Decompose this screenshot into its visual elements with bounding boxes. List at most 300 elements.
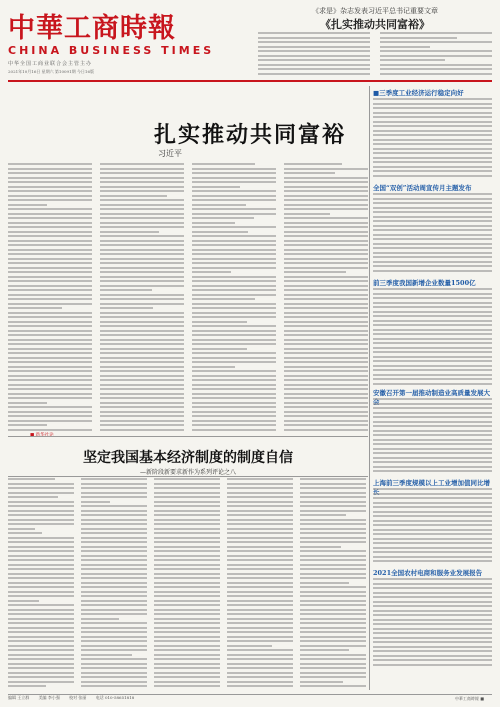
text-line xyxy=(192,384,276,386)
text-line xyxy=(373,152,492,154)
text-line xyxy=(373,256,492,258)
text-line xyxy=(373,470,492,472)
text-line xyxy=(227,568,293,570)
text-line xyxy=(192,226,276,228)
text-line xyxy=(300,496,366,498)
text-line xyxy=(373,157,492,159)
text-line xyxy=(154,604,220,606)
text-line xyxy=(100,420,184,422)
text-line xyxy=(192,253,276,255)
text-line xyxy=(154,537,220,539)
text-line xyxy=(284,267,368,269)
text-line xyxy=(227,564,293,566)
text-line xyxy=(380,73,492,75)
text-line xyxy=(284,213,330,215)
text-line xyxy=(81,600,147,602)
text-line xyxy=(373,457,492,459)
text-line xyxy=(81,568,147,570)
text-line xyxy=(192,361,276,363)
text-line xyxy=(100,375,184,377)
text-line xyxy=(284,402,368,404)
text-line xyxy=(300,631,366,633)
text-line xyxy=(227,577,293,579)
lede-title: 《求是》杂志发表习近平总书记重要文章 xyxy=(312,7,438,15)
text-line xyxy=(192,388,276,390)
lede-announcement xyxy=(258,6,492,76)
sidebar-news xyxy=(373,88,492,668)
text-line xyxy=(300,568,366,570)
divider-line xyxy=(8,476,368,477)
text-line xyxy=(373,139,492,141)
footer-page-label: 中華工商時報 ■ xyxy=(454,696,484,701)
text-line xyxy=(300,528,366,530)
text-line xyxy=(300,681,343,683)
text-line xyxy=(154,600,220,602)
text-line xyxy=(100,267,184,269)
text-line xyxy=(100,312,184,314)
text-line xyxy=(284,285,368,287)
text-line xyxy=(227,555,293,557)
text-line xyxy=(81,559,147,561)
text-line xyxy=(192,375,276,377)
text-line xyxy=(154,595,220,597)
text-line xyxy=(373,320,492,322)
text-line xyxy=(373,315,492,317)
text-line xyxy=(154,510,220,512)
text-line xyxy=(192,420,276,422)
text-line xyxy=(8,330,92,332)
text-line xyxy=(8,685,46,687)
text-line xyxy=(373,207,492,209)
text-line xyxy=(8,271,92,273)
text-line xyxy=(100,397,184,399)
text-line xyxy=(227,681,293,683)
text-line xyxy=(300,600,366,602)
text-line xyxy=(227,663,293,665)
text-line xyxy=(373,655,492,657)
text-line xyxy=(300,613,366,615)
text-line xyxy=(373,416,492,418)
text-line xyxy=(227,532,293,534)
masthead-tagline: 中华全国工商业联合会主管主办 xyxy=(8,61,93,67)
text-line xyxy=(192,222,235,224)
text-line xyxy=(8,375,92,377)
text-line xyxy=(284,334,368,336)
text-line xyxy=(373,338,492,340)
text-line xyxy=(373,270,492,272)
text-line xyxy=(8,253,92,255)
text-line xyxy=(81,685,147,687)
text-line xyxy=(8,213,92,215)
text-line xyxy=(154,645,220,647)
text-line xyxy=(8,420,92,422)
text-line xyxy=(227,609,293,611)
text-line xyxy=(284,208,368,210)
text-line xyxy=(373,193,492,195)
text-line xyxy=(8,388,92,390)
text-line xyxy=(81,510,147,512)
text-line xyxy=(100,249,184,251)
text-line xyxy=(100,325,184,327)
text-line xyxy=(258,73,370,75)
text-line xyxy=(154,514,220,516)
text-line xyxy=(373,166,492,168)
text-line xyxy=(373,448,492,450)
text-line xyxy=(81,604,147,606)
text-line xyxy=(8,658,74,660)
footer-item: 校对 张丽 xyxy=(69,695,87,700)
text-line xyxy=(300,622,366,624)
text-line xyxy=(8,429,92,431)
text-line xyxy=(8,379,92,381)
text-line xyxy=(8,370,92,372)
text-line xyxy=(284,244,368,246)
text-line xyxy=(227,514,293,516)
text-line xyxy=(373,493,492,495)
text-line xyxy=(284,321,368,323)
text-line xyxy=(373,398,492,400)
text-line xyxy=(8,568,74,570)
text-line xyxy=(100,307,153,309)
text-line xyxy=(300,537,366,539)
text-line xyxy=(8,316,92,318)
text-line xyxy=(8,348,92,350)
text-line xyxy=(373,605,492,607)
text-line xyxy=(300,676,366,678)
text-line xyxy=(227,613,293,615)
text-line xyxy=(300,550,366,552)
text-line xyxy=(284,181,368,183)
text-line xyxy=(100,357,184,359)
text-line xyxy=(373,421,492,423)
text-line xyxy=(154,613,220,615)
text-line xyxy=(100,388,184,390)
text-line xyxy=(8,357,92,359)
footer-item: 编辑 王立群 xyxy=(8,695,30,700)
text-line xyxy=(154,667,220,669)
text-line xyxy=(8,676,74,678)
text-line xyxy=(380,50,492,52)
text-line xyxy=(8,186,92,188)
text-line xyxy=(373,333,492,335)
text-line xyxy=(284,186,368,188)
text-line xyxy=(300,514,346,516)
text-line xyxy=(373,556,492,558)
text-line xyxy=(192,406,276,408)
text-line xyxy=(227,618,293,620)
text-line xyxy=(373,216,492,218)
text-line xyxy=(8,190,92,192)
text-line xyxy=(284,294,368,296)
text-line xyxy=(8,559,74,561)
text-line xyxy=(373,578,492,580)
text-line xyxy=(100,208,184,210)
text-line xyxy=(373,488,492,490)
text-line xyxy=(373,170,492,172)
text-line xyxy=(8,541,74,543)
text-line xyxy=(373,306,492,308)
text-line xyxy=(380,68,492,70)
text-line xyxy=(227,528,293,530)
text-line xyxy=(100,379,184,381)
text-line xyxy=(192,240,276,242)
text-line xyxy=(154,555,220,557)
text-line xyxy=(373,520,492,522)
text-line xyxy=(373,360,492,362)
text-line xyxy=(284,379,368,381)
text-line xyxy=(8,280,92,282)
text-line xyxy=(227,600,293,602)
text-line xyxy=(81,681,147,683)
text-line xyxy=(8,411,92,413)
text-line xyxy=(154,523,220,525)
text-line xyxy=(8,424,47,426)
text-line xyxy=(81,672,147,674)
text-line xyxy=(8,532,42,534)
text-line xyxy=(8,510,74,512)
text-line xyxy=(154,618,220,620)
text-line xyxy=(192,285,276,287)
text-line xyxy=(227,672,293,674)
text-line xyxy=(81,582,147,584)
masthead-issue-info: 2021年10月16日 星期六 第10091期 今日16版 xyxy=(8,69,94,74)
text-line xyxy=(100,402,184,404)
text-line xyxy=(100,330,184,332)
text-line xyxy=(154,532,220,534)
text-line xyxy=(81,586,147,588)
text-line xyxy=(192,276,276,278)
text-line xyxy=(154,586,220,588)
text-line xyxy=(300,645,366,647)
text-line xyxy=(192,424,276,426)
text-line xyxy=(8,649,74,651)
text-line xyxy=(8,681,74,683)
text-line xyxy=(192,168,276,170)
text-line xyxy=(373,369,492,371)
text-line xyxy=(227,537,293,539)
text-line xyxy=(373,529,492,531)
text-line xyxy=(380,32,492,34)
text-line xyxy=(373,243,492,245)
text-line xyxy=(81,640,147,642)
text-line xyxy=(100,222,184,224)
text-line xyxy=(100,316,184,318)
text-line xyxy=(300,483,366,485)
sidebar-headline: ■三季度工业经济运行稳定向好 xyxy=(373,89,464,97)
text-line xyxy=(373,538,492,540)
text-line xyxy=(8,352,92,354)
text-line xyxy=(81,492,147,494)
text-line xyxy=(8,172,92,174)
text-line xyxy=(192,352,276,354)
text-line xyxy=(81,636,147,638)
text-line xyxy=(227,541,293,543)
text-line xyxy=(258,37,370,39)
text-line xyxy=(227,586,293,588)
text-line xyxy=(192,204,246,206)
text-line xyxy=(81,676,147,678)
text-line xyxy=(154,528,220,530)
text-line xyxy=(300,523,366,525)
text-line xyxy=(8,492,74,494)
text-line xyxy=(192,190,276,192)
text-line xyxy=(154,564,220,566)
text-line xyxy=(373,134,492,136)
text-line xyxy=(373,202,492,204)
text-line xyxy=(81,645,147,647)
text-line xyxy=(100,334,184,336)
text-line xyxy=(373,130,492,132)
text-line xyxy=(8,591,74,593)
text-line xyxy=(300,636,366,638)
text-line xyxy=(284,289,368,291)
text-line xyxy=(300,618,366,620)
text-line xyxy=(227,519,293,521)
text-line xyxy=(8,519,74,521)
text-line xyxy=(373,466,492,468)
text-line xyxy=(81,550,147,552)
text-line xyxy=(300,649,349,651)
text-line xyxy=(300,591,366,593)
text-line xyxy=(227,627,293,629)
text-line xyxy=(100,348,184,350)
text-line xyxy=(192,186,240,188)
text-line xyxy=(284,240,368,242)
text-line xyxy=(8,609,74,611)
text-line xyxy=(8,217,92,219)
lede-article-title: 《扎实推动共同富裕》 xyxy=(320,18,430,31)
text-line xyxy=(284,163,342,165)
text-line xyxy=(373,646,492,648)
text-line xyxy=(8,415,92,417)
text-line xyxy=(100,294,184,296)
text-line xyxy=(154,501,220,503)
text-line xyxy=(100,163,184,165)
text-line xyxy=(284,168,368,170)
text-line xyxy=(373,365,492,367)
text-line xyxy=(300,532,366,534)
text-line xyxy=(373,225,492,227)
text-line xyxy=(227,573,293,575)
masthead-english-title: CHINA BUSINESS TIMES xyxy=(8,44,215,57)
text-line xyxy=(373,637,492,639)
text-line xyxy=(8,631,74,633)
text-line xyxy=(227,505,293,507)
text-line xyxy=(284,420,368,422)
text-line xyxy=(100,424,184,426)
text-line xyxy=(81,564,147,566)
text-line xyxy=(373,261,492,263)
text-line xyxy=(300,609,366,611)
text-line xyxy=(100,384,184,386)
text-line xyxy=(373,412,492,414)
text-line xyxy=(192,316,276,318)
text-line xyxy=(284,235,368,237)
text-line xyxy=(8,406,92,408)
text-line xyxy=(373,619,492,621)
text-line xyxy=(8,613,74,615)
text-line xyxy=(284,298,368,300)
text-line xyxy=(100,303,184,305)
text-line xyxy=(192,402,276,404)
text-line xyxy=(284,393,368,395)
text-line xyxy=(227,483,293,485)
text-line xyxy=(100,190,184,192)
text-line xyxy=(192,172,276,174)
text-line xyxy=(373,374,492,376)
text-line xyxy=(8,177,92,179)
text-line xyxy=(100,406,184,408)
text-line xyxy=(284,357,368,359)
text-line xyxy=(373,252,492,254)
text-line xyxy=(100,204,184,206)
text-line xyxy=(300,658,366,660)
footer-item: 美编 李小强 xyxy=(38,695,60,700)
text-line xyxy=(284,339,368,341)
text-line xyxy=(100,289,152,291)
text-line xyxy=(81,555,147,557)
text-line xyxy=(192,298,255,300)
text-line xyxy=(100,240,184,242)
text-line xyxy=(373,116,492,118)
text-line xyxy=(154,685,220,687)
text-line xyxy=(284,312,368,314)
text-line xyxy=(8,595,74,597)
text-line xyxy=(258,59,370,61)
text-line xyxy=(154,505,220,507)
text-line xyxy=(8,514,74,516)
text-line xyxy=(100,235,184,237)
text-line xyxy=(284,388,368,390)
text-line xyxy=(81,541,147,543)
text-line xyxy=(258,50,370,52)
text-line xyxy=(227,550,293,552)
text-line xyxy=(300,487,366,489)
text-line xyxy=(373,452,492,454)
divider-line xyxy=(8,436,368,437)
text-line xyxy=(300,501,366,503)
text-line xyxy=(373,551,492,553)
text-line xyxy=(192,289,276,291)
text-line xyxy=(373,403,492,405)
text-line xyxy=(227,559,293,561)
text-line xyxy=(8,168,92,170)
text-line xyxy=(373,297,492,299)
text-line xyxy=(192,177,276,179)
text-line xyxy=(8,235,92,237)
text-line xyxy=(373,632,492,634)
text-line xyxy=(100,186,184,188)
text-line xyxy=(8,483,74,485)
text-line xyxy=(8,285,92,287)
text-line xyxy=(284,316,368,318)
page-footer xyxy=(8,694,492,703)
text-line xyxy=(373,610,492,612)
text-line xyxy=(81,618,119,620)
text-line xyxy=(373,265,492,267)
text-line xyxy=(300,604,366,606)
text-line xyxy=(373,302,492,304)
text-line xyxy=(227,478,293,480)
text-line xyxy=(8,334,92,336)
text-line xyxy=(380,64,492,66)
text-line xyxy=(8,505,74,507)
text-line xyxy=(373,506,492,508)
text-line xyxy=(373,121,492,123)
text-line xyxy=(373,641,492,643)
text-line xyxy=(192,208,276,210)
text-line xyxy=(284,325,368,327)
